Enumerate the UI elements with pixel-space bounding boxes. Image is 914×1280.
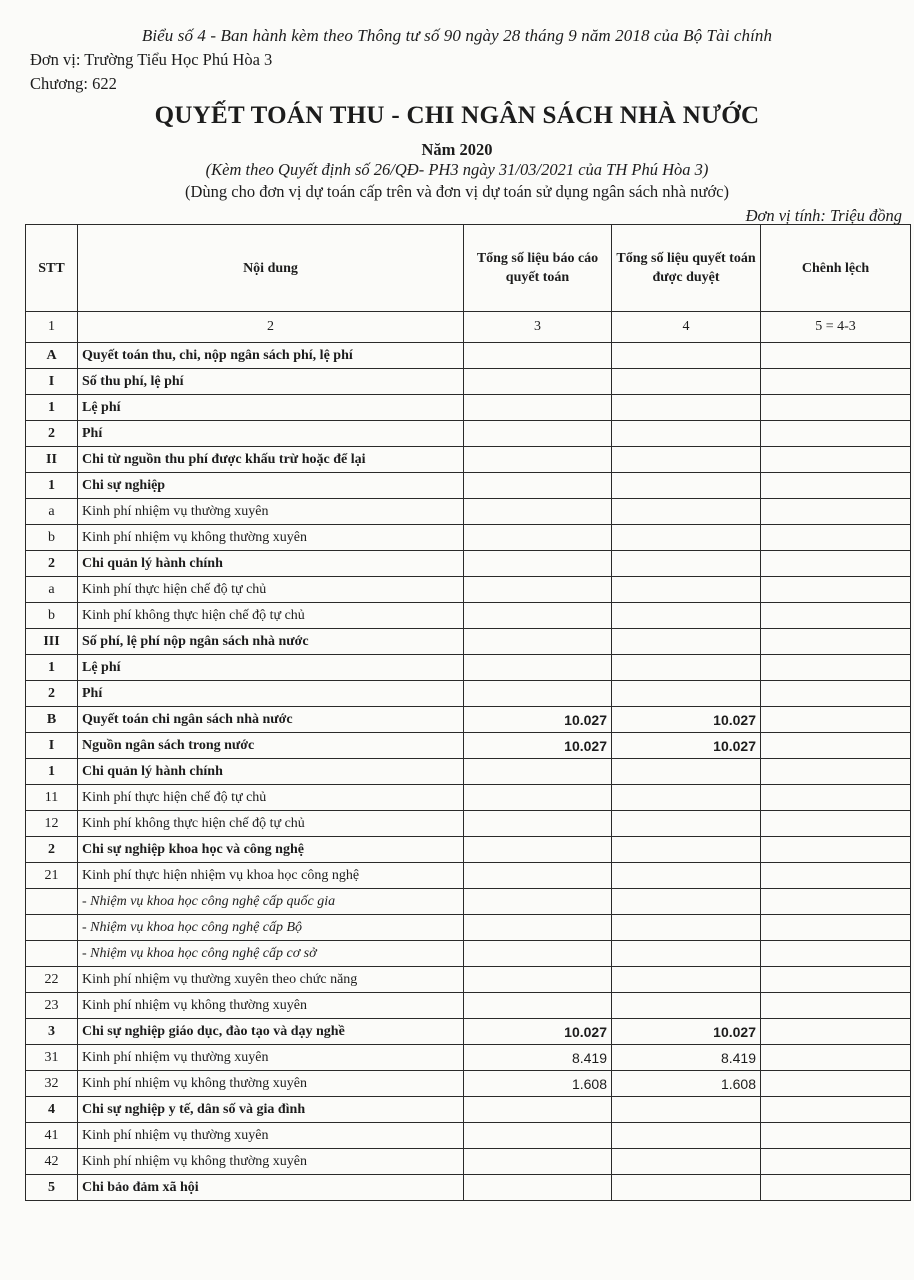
row-stt: 32 [26, 1071, 78, 1097]
row-stt: 2 [26, 421, 78, 447]
row-content: Kinh phí nhiệm vụ thường xuyên [78, 499, 464, 525]
row-content: Kinh phí nhiệm vụ không thường xuyên [78, 1149, 464, 1175]
table-row [26, 395, 911, 421]
row-reported-value [464, 551, 612, 577]
row-reported-value [464, 993, 612, 1019]
row-approved-value [612, 603, 761, 629]
col-header-reported: Tổng số liệu báo cáo quyết toán [464, 225, 612, 312]
row-content: Kinh phí nhiệm vụ không thường xuyên [78, 1071, 464, 1097]
row-reported-value [464, 395, 612, 421]
row-difference-value [761, 655, 911, 681]
row-content: Kinh phí nhiệm vụ không thường xuyên [78, 525, 464, 551]
table-row [26, 1019, 911, 1045]
row-approved-value: 10.027 [612, 1019, 761, 1045]
row-reported-value [464, 343, 612, 369]
row-difference-value [761, 889, 911, 915]
row-stt: 21 [26, 863, 78, 889]
row-difference-value [761, 733, 911, 759]
row-reported-value [464, 785, 612, 811]
row-difference-value [761, 785, 911, 811]
row-approved-value: 10.027 [612, 707, 761, 733]
row-stt: 1 [26, 655, 78, 681]
table-row [26, 473, 911, 499]
row-stt [26, 941, 78, 967]
table-row [26, 681, 911, 707]
row-approved-value [612, 889, 761, 915]
row-difference-value [761, 941, 911, 967]
row-content: Kinh phí nhiệm vụ thường xuyên [78, 1045, 464, 1071]
row-difference-value [761, 915, 911, 941]
table-row [26, 551, 911, 577]
row-reported-value [464, 525, 612, 551]
table-row [26, 499, 911, 525]
row-reported-value [464, 369, 612, 395]
row-reported-value: 10.027 [464, 707, 612, 733]
row-approved-value: 8.419 [612, 1045, 761, 1071]
row-reported-value [464, 1097, 612, 1123]
row-approved-value [612, 941, 761, 967]
table-row [26, 811, 911, 837]
row-difference-value [761, 1149, 911, 1175]
row-approved-value [612, 421, 761, 447]
row-stt: I [26, 369, 78, 395]
row-reported-value [464, 837, 612, 863]
row-stt: 11 [26, 785, 78, 811]
row-content: Kinh phí thực hiện chế độ tự chủ [78, 785, 464, 811]
row-content: Nguồn ngân sách trong nước [78, 733, 464, 759]
col-header-content: Nội dung [78, 225, 464, 312]
row-approved-value [612, 915, 761, 941]
row-difference-value [761, 577, 911, 603]
row-content: Kinh phí không thực hiện chế độ tự chủ [78, 811, 464, 837]
row-reported-value [464, 421, 612, 447]
row-stt: 3 [26, 1019, 78, 1045]
decision-reference: (Kèm theo Quyết định số 26/QĐ- PH3 ngày 31/03/2021 của TH Phú Hòa 3) [205, 160, 709, 179]
row-stt: II [26, 447, 78, 473]
row-content: Kinh phí không thực hiện chế độ tự chủ [78, 603, 464, 629]
table-row [26, 343, 911, 369]
row-approved-value [612, 759, 761, 785]
col-number: 4 [612, 312, 761, 343]
row-approved-value [612, 447, 761, 473]
row-difference-value [761, 837, 911, 863]
row-approved-value [612, 369, 761, 395]
table-row [26, 707, 911, 733]
row-stt: A [26, 343, 78, 369]
table-row [26, 421, 911, 447]
row-reported-value [464, 447, 612, 473]
table-row [26, 993, 911, 1019]
row-reported-value [464, 655, 612, 681]
row-difference-value [761, 993, 911, 1019]
row-approved-value [612, 499, 761, 525]
row-difference-value [761, 421, 911, 447]
row-stt: b [26, 603, 78, 629]
row-difference-value [761, 473, 911, 499]
budget-table [25, 224, 911, 1201]
row-stt [26, 889, 78, 915]
row-content: Phí [78, 681, 464, 707]
row-stt: 5 [26, 1175, 78, 1201]
row-stt: 1 [26, 395, 78, 421]
row-content: Kinh phí nhiệm vụ không thường xuyên [78, 993, 464, 1019]
row-reported-value [464, 473, 612, 499]
row-reported-value: 10.027 [464, 1019, 612, 1045]
row-approved-value [612, 1097, 761, 1123]
row-content: Phí [78, 421, 464, 447]
row-content: Quyết toán chi ngân sách nhà nước [78, 707, 464, 733]
row-reported-value [464, 499, 612, 525]
row-stt: I [26, 733, 78, 759]
row-difference-value [761, 863, 911, 889]
row-content: Kinh phí nhiệm vụ thường xuyên theo chức năng [78, 967, 464, 993]
row-approved-value [612, 343, 761, 369]
row-content: Chi sự nghiệp [78, 473, 464, 499]
row-reported-value [464, 629, 612, 655]
row-stt: 31 [26, 1045, 78, 1071]
row-content: Lệ phí [78, 655, 464, 681]
row-stt: 2 [26, 551, 78, 577]
row-stt: 22 [26, 967, 78, 993]
row-reported-value [464, 1175, 612, 1201]
row-stt: 2 [26, 837, 78, 863]
row-stt: 41 [26, 1123, 78, 1149]
row-reported-value [464, 1149, 612, 1175]
row-approved-value [612, 785, 761, 811]
row-content: Kinh phí thực hiện nhiệm vụ khoa học công nghệ [78, 863, 464, 889]
row-stt: 23 [26, 993, 78, 1019]
row-approved-value [612, 863, 761, 889]
row-difference-value [761, 811, 911, 837]
table-row [26, 629, 911, 655]
row-approved-value [612, 577, 761, 603]
row-reported-value [464, 915, 612, 941]
row-approved-value: 10.027 [612, 733, 761, 759]
row-content: Chi bảo đảm xã hội [78, 1175, 464, 1201]
table-row [26, 889, 911, 915]
col-header-difference: Chênh lệch [761, 225, 911, 312]
row-approved-value [612, 837, 761, 863]
row-approved-value [612, 525, 761, 551]
row-reported-value: 10.027 [464, 733, 612, 759]
table-row [26, 941, 911, 967]
row-difference-value [761, 759, 911, 785]
row-approved-value [612, 655, 761, 681]
row-difference-value [761, 1071, 911, 1097]
table-row [26, 733, 911, 759]
row-reported-value: 8.419 [464, 1045, 612, 1071]
row-approved-value [612, 551, 761, 577]
row-content: Quyết toán thu, chi, nộp ngân sách phí, lệ phí [78, 343, 464, 369]
table-header-row [26, 225, 911, 312]
row-stt: 4 [26, 1097, 78, 1123]
row-content: Chi từ nguồn thu phí được khấu trừ hoặc để lại [78, 447, 464, 473]
chapter-code: Chương: 622 [30, 74, 117, 93]
row-reported-value [464, 941, 612, 967]
row-difference-value [761, 707, 911, 733]
table-row [26, 863, 911, 889]
row-content: Chi quản lý hành chính [78, 551, 464, 577]
row-content: - Nhiệm vụ khoa học công nghệ cấp Bộ [78, 915, 464, 941]
scope-note: (Dùng cho đơn vị dự toán cấp trên và đơn vị dự toán sử dụng ngân sách nhà nước) [185, 182, 729, 201]
table-row [26, 369, 911, 395]
row-difference-value [761, 447, 911, 473]
row-content: Kinh phí thực hiện chế độ tự chủ [78, 577, 464, 603]
row-approved-value [612, 629, 761, 655]
row-reported-value [464, 759, 612, 785]
row-content: Chi sự nghiệp khoa học và công nghệ [78, 837, 464, 863]
row-content: Kinh phí nhiệm vụ thường xuyên [78, 1123, 464, 1149]
row-reported-value: 1.608 [464, 1071, 612, 1097]
col-number: 3 [464, 312, 612, 343]
document-title: QUYẾT TOÁN THU - CHI NGÂN SÁCH NHÀ NƯỚC [154, 102, 760, 129]
row-content: Chi sự nghiệp y tế, dân số và gia đình [78, 1097, 464, 1123]
row-stt: III [26, 629, 78, 655]
table-row [26, 1045, 911, 1071]
row-reported-value [464, 1123, 612, 1149]
row-content: - Nhiệm vụ khoa học công nghệ cấp cơ sở [78, 941, 464, 967]
row-difference-value [761, 681, 911, 707]
row-content: Lệ phí [78, 395, 464, 421]
currency-unit: Đơn vị tính: Triệu đồng [745, 206, 902, 225]
row-reported-value [464, 811, 612, 837]
col-number: 2 [78, 312, 464, 343]
row-reported-value [464, 863, 612, 889]
row-content: Số phí, lệ phí nộp ngân sách nhà nước [78, 629, 464, 655]
col-header-stt: STT [26, 225, 78, 312]
row-approved-value [612, 1123, 761, 1149]
form-note: Biểu số 4 - Ban hành kèm theo Thông tư số 90 ngày 28 tháng 9 năm 2018 của Bộ Tài chính [141, 26, 773, 45]
row-approved-value [612, 811, 761, 837]
row-reported-value [464, 889, 612, 915]
row-difference-value [761, 1019, 911, 1045]
row-stt: a [26, 499, 78, 525]
col-number: 1 [26, 312, 78, 343]
row-difference-value [761, 369, 911, 395]
row-stt: a [26, 577, 78, 603]
table-row [26, 1123, 911, 1149]
row-content: - Nhiệm vụ khoa học công nghệ cấp quốc gia [78, 889, 464, 915]
row-stt: 1 [26, 473, 78, 499]
row-difference-value [761, 343, 911, 369]
row-approved-value [612, 395, 761, 421]
table-row [26, 655, 911, 681]
row-content: Chi sự nghiệp giáo dục, đào tạo và dạy nghề [78, 1019, 464, 1045]
table-row [26, 1149, 911, 1175]
row-stt: b [26, 525, 78, 551]
row-difference-value [761, 629, 911, 655]
row-difference-value [761, 1045, 911, 1071]
row-approved-value [612, 473, 761, 499]
row-approved-value [612, 681, 761, 707]
row-difference-value [761, 603, 911, 629]
row-approved-value [612, 993, 761, 1019]
table-row [26, 1175, 911, 1201]
row-difference-value [761, 967, 911, 993]
table-row [26, 1097, 911, 1123]
table-row [26, 785, 911, 811]
row-content: Chi quản lý hành chính [78, 759, 464, 785]
row-reported-value [464, 681, 612, 707]
row-stt: B [26, 707, 78, 733]
report-year: Năm 2020 [421, 140, 493, 159]
table-row [26, 1071, 911, 1097]
row-difference-value [761, 499, 911, 525]
row-difference-value [761, 1123, 911, 1149]
row-content: Số thu phí, lệ phí [78, 369, 464, 395]
row-approved-value [612, 1149, 761, 1175]
table-row [26, 759, 911, 785]
col-number: 5 = 4-3 [761, 312, 911, 343]
col-header-approved: Tổng số liệu quyết toán được duyệt [612, 225, 761, 312]
row-stt: 2 [26, 681, 78, 707]
row-difference-value [761, 551, 911, 577]
table-row [26, 967, 911, 993]
table-row [26, 447, 911, 473]
table-row [26, 525, 911, 551]
row-difference-value [761, 1097, 911, 1123]
row-reported-value [464, 577, 612, 603]
row-stt: 12 [26, 811, 78, 837]
row-difference-value [761, 395, 911, 421]
table-row [26, 603, 911, 629]
table-row [26, 915, 911, 941]
table-row [26, 837, 911, 863]
table-row [26, 577, 911, 603]
row-stt: 1 [26, 759, 78, 785]
row-approved-value: 1.608 [612, 1071, 761, 1097]
row-stt [26, 915, 78, 941]
row-reported-value [464, 967, 612, 993]
column-number-row [26, 312, 911, 343]
row-approved-value [612, 967, 761, 993]
row-stt: 42 [26, 1149, 78, 1175]
row-difference-value [761, 525, 911, 551]
row-difference-value [761, 1175, 911, 1201]
row-reported-value [464, 603, 612, 629]
unit-name: Đơn vị: Trường Tiểu Học Phú Hòa 3 [30, 50, 273, 69]
row-approved-value [612, 1175, 761, 1201]
table-body [26, 343, 911, 1201]
